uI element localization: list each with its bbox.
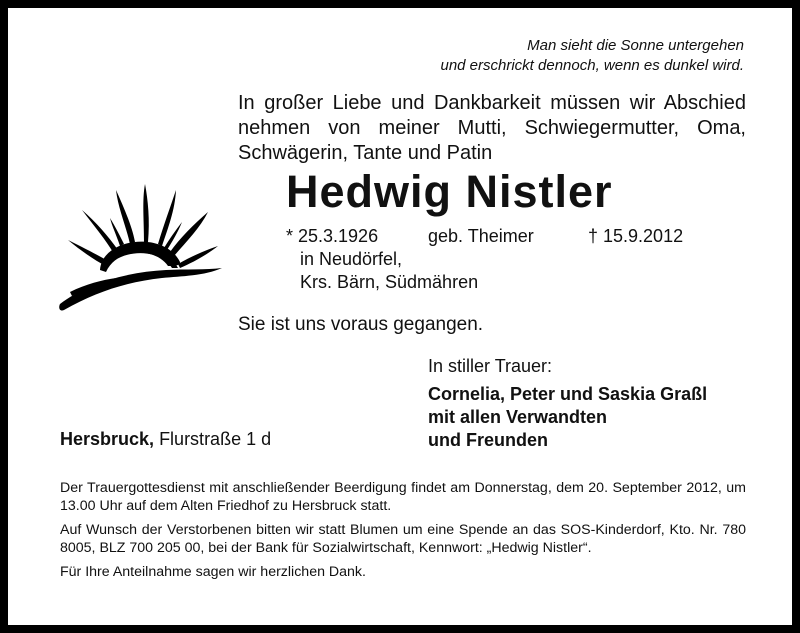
death-date: † 15.9.2012: [588, 226, 684, 246]
mourners-line-1: Cornelia, Peter und Saskia Graßl: [428, 384, 708, 404]
quote-line-2: und erschrickt dennoch, wenn es dunkel wird.: [440, 57, 744, 74]
intro-text: [238, 91, 746, 166]
intro-line-1: In großer Liebe und Dankbarkeit müssen wir Abschied: [238, 92, 746, 114]
intro-line-2: nehmen von meiner Mutti, Schwiegermutter, Oma,: [238, 117, 746, 139]
donation-notice: Auf Wunsch der Verstorbenen bitten wir statt Blumen um eine Spende an das SOS-Kinderdorf, Kto. Nr. 780 8005, BLZ 700 205 00, bei der Bank für Sozialwirtschaft, Kennwort: „Hedwig Nistler“.: [60, 522, 746, 556]
maiden-name: geb. Theimer: [428, 226, 534, 246]
family-address: [60, 428, 271, 450]
mourners-line-2: mit allen Verwandten: [428, 407, 608, 427]
address-street: Flurstraße 1 d: [159, 429, 272, 449]
mourning-label: In stiller Trauer:: [428, 356, 553, 376]
quote-line-1: Man sieht die Sonne untergehen: [527, 37, 744, 54]
thanks-notice: Für Ihre Anteilnahme sagen wir herzlichen Dank.: [60, 564, 366, 580]
deceased-name: Hedwig Nistler: [286, 166, 613, 217]
notices-block: [60, 479, 746, 587]
ahead-text: Sie ist uns voraus gegangen.: [238, 314, 484, 335]
funeral-service-notice: Der Trauergottesdienst mit anschließender Beerdigung findet am Donnerstag, dem 20. September 2012, um 13.00 Uhr auf dem Alten Friedhof zu Hersbruck statt.: [60, 480, 746, 514]
birth-place-line-1: in Neudörfel,: [300, 249, 403, 269]
address-city: Hersbruck,: [60, 429, 155, 449]
intro-line-3: Schwägerin, Tante und Patin: [238, 142, 493, 164]
mourners-line-3: und Freunden: [428, 430, 548, 450]
birth-place-line-2: Krs. Bärn, Südmähren: [300, 272, 479, 292]
mourners-list: [428, 383, 707, 452]
sunset-icon: [56, 180, 226, 320]
epigraph-quote: [330, 36, 744, 76]
birth-date: * 25.3.1926: [286, 226, 379, 246]
